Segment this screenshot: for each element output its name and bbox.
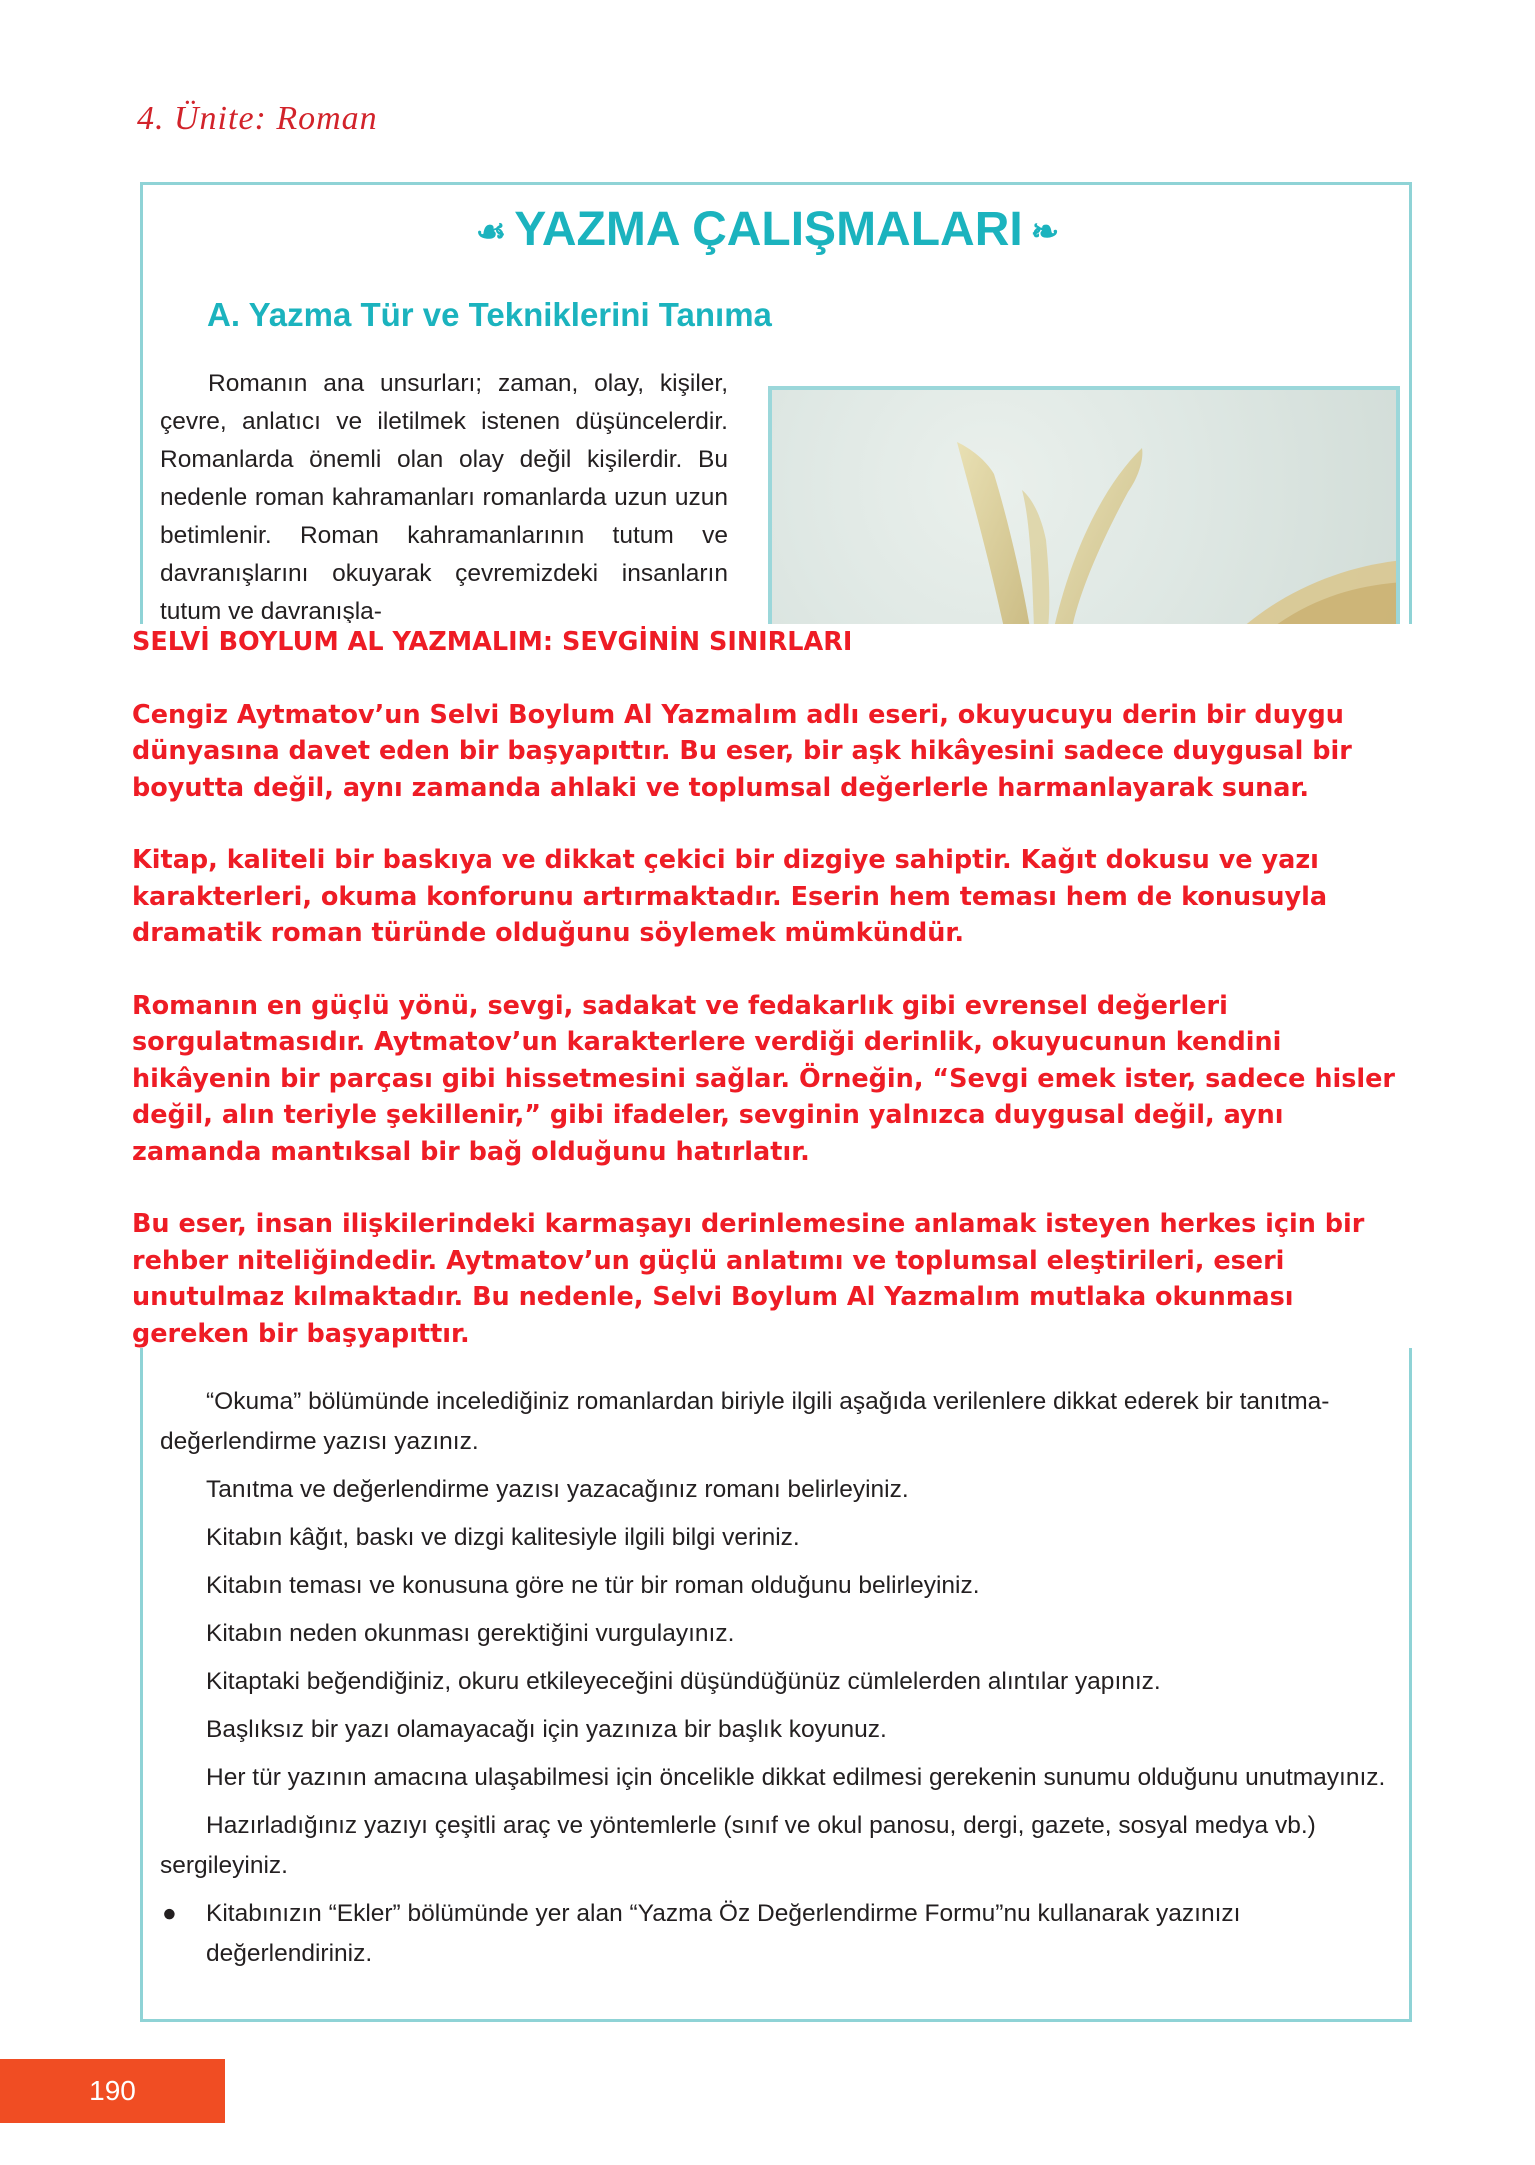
- instruction-item: Tanıtma ve değerlendirme yazısı yazacağınız romanı belirleyiniz.: [206, 1476, 909, 1503]
- instruction-item: Hazırladığınız yazıyı çeşitli araç ve yöntemlerle (sınıf ve okul panosu, dergi, gazete, sosyal medya vb.) sergileyiniz.: [160, 1812, 1316, 1879]
- ornament-right-icon: ❧: [1030, 213, 1060, 252]
- section-title-text: YAZMA ÇALIŞMALARI: [514, 203, 1023, 256]
- open-book-image: [772, 390, 1400, 624]
- section-title: [0, 202, 1535, 257]
- bullet-icon: ●: [162, 1900, 177, 1927]
- bullet-text: Kitabınızın “Ekler” bölümünde yer alan “Yazma Öz Değerlendirme Formu”nu kullanarak yazınızı değerlendiriniz.: [206, 1900, 1241, 1967]
- unit-header: 4. Ünite: Roman: [137, 100, 378, 137]
- page-number: 190: [0, 2059, 225, 2123]
- instruction-item: Kitaptaki beğendiğiniz, okuru etkileyeceğini düşündüğünüz cümlelerden alıntılar yapınız.: [206, 1668, 1161, 1695]
- instruction-item: Kitabın kâğıt, baskı ve dizgi kalitesiyle ilgili bilgi veriniz.: [206, 1524, 800, 1551]
- instruction-item: Kitabın neden okunması gerektiğini vurgulayınız.: [206, 1620, 735, 1647]
- review-paragraph: Kitap, kaliteli bir baskıya ve dikkat çekici bir dizgiye sahiptir. Kağıt dokusu ve yazı karakterleri, okuma konforunu artırmaktadır. Eserin hem teması hem de konusuyla dramatik roman türünde olduğunu söylemek mümkündür.: [132, 845, 1328, 948]
- instructions-list: [160, 1382, 1402, 1974]
- book-photo: [768, 386, 1400, 624]
- intro-text: Romanın ana unsurları; zaman, olay, kişiler, çevre, anlatıcı ve iletilmek istenen düşüncelerdir. Romanlarda önemli olan olay değil kişilerdir. Bu nedenle roman kahramanları romanlarda uzun uzun betimlenir. Roman kahramanlarının tutum ve davranışlarını okuyarak çevremizdeki insanların tutum ve davranışla-: [160, 370, 728, 623]
- ornament-left-icon: ☙: [475, 213, 507, 252]
- subheading: A. Yazma Tür ve Tekniklerini Tanıma: [207, 296, 772, 333]
- instruction-item: “Okuma” bölümünde incelediğiniz romanlardan biriyle ilgili aşağıda verilenlere dikkat ederek bir tanıtma-değerlendirme yazısı yazınız.: [160, 1388, 1330, 1455]
- bullet-item: [160, 1894, 1402, 1974]
- intro-paragraph: [160, 365, 728, 623]
- instruction-item: Her tür yazının amacına ulaşabilmesi için öncelikle dikkat edilmesi gerekenin sunumu olduğunu unutmayınız.: [206, 1764, 1386, 1791]
- instruction-item: Kitabın teması ve konusuna göre ne tür bir roman olduğunu belirleyiniz.: [206, 1572, 980, 1599]
- review-paragraph: Romanın en güçlü yönü, sevgi, sadakat ve fedakarlık gibi evrensel değerleri sorgulatmasıdır. Aytmatov’un karakterlere verdiği derinlik, okuyucunun kendini hikâyenin bir parçası gibi hissetmesini sağlar. Örneğin, “Sevgi emek ister, sadece hisler değil, alın teriyle şekillenir,” gibi ifadeler, sevginin yalnızca duygusal değil, aynı zamanda mantıksal bir bağ olduğunu hatırlatır.: [132, 990, 1395, 1167]
- review-paragraph: Cengiz Aytmatov’un Selvi Boylum Al Yazmalım adlı eseri, okuyucuyu derin bir duygu dünyasına davet eden bir başyapıttır. Bu eser, bir aşk hikâyesini sadece duygusal bir boyutta değil, aynı zamanda ahlaki ve toplumsal değerlerle harmanlayarak sunar.: [132, 699, 1352, 803]
- review-overlay: [132, 624, 1414, 1348]
- review-title: SELVİ BOYLUM AL YAZMALIM: SEVGİNİN SINIRLARI: [132, 627, 853, 657]
- instruction-item: Başlıksız bir yazı olamayacağı için yazınıza bir başlık koyunuz.: [206, 1716, 887, 1743]
- review-paragraph: Bu eser, insan ilişkilerindeki karmaşayı derinlemesine anlamak isteyen herkes için bir rehber niteliğindedir. Aytmatov’un güçlü anlatımı ve toplumsal eleştirileri, eseri unutulmaz kılmaktadır. Bu nedenle, Selvi Boylum Al Yazmalım mutlaka okunması gereken bir başyapıttır.: [132, 1209, 1365, 1348]
